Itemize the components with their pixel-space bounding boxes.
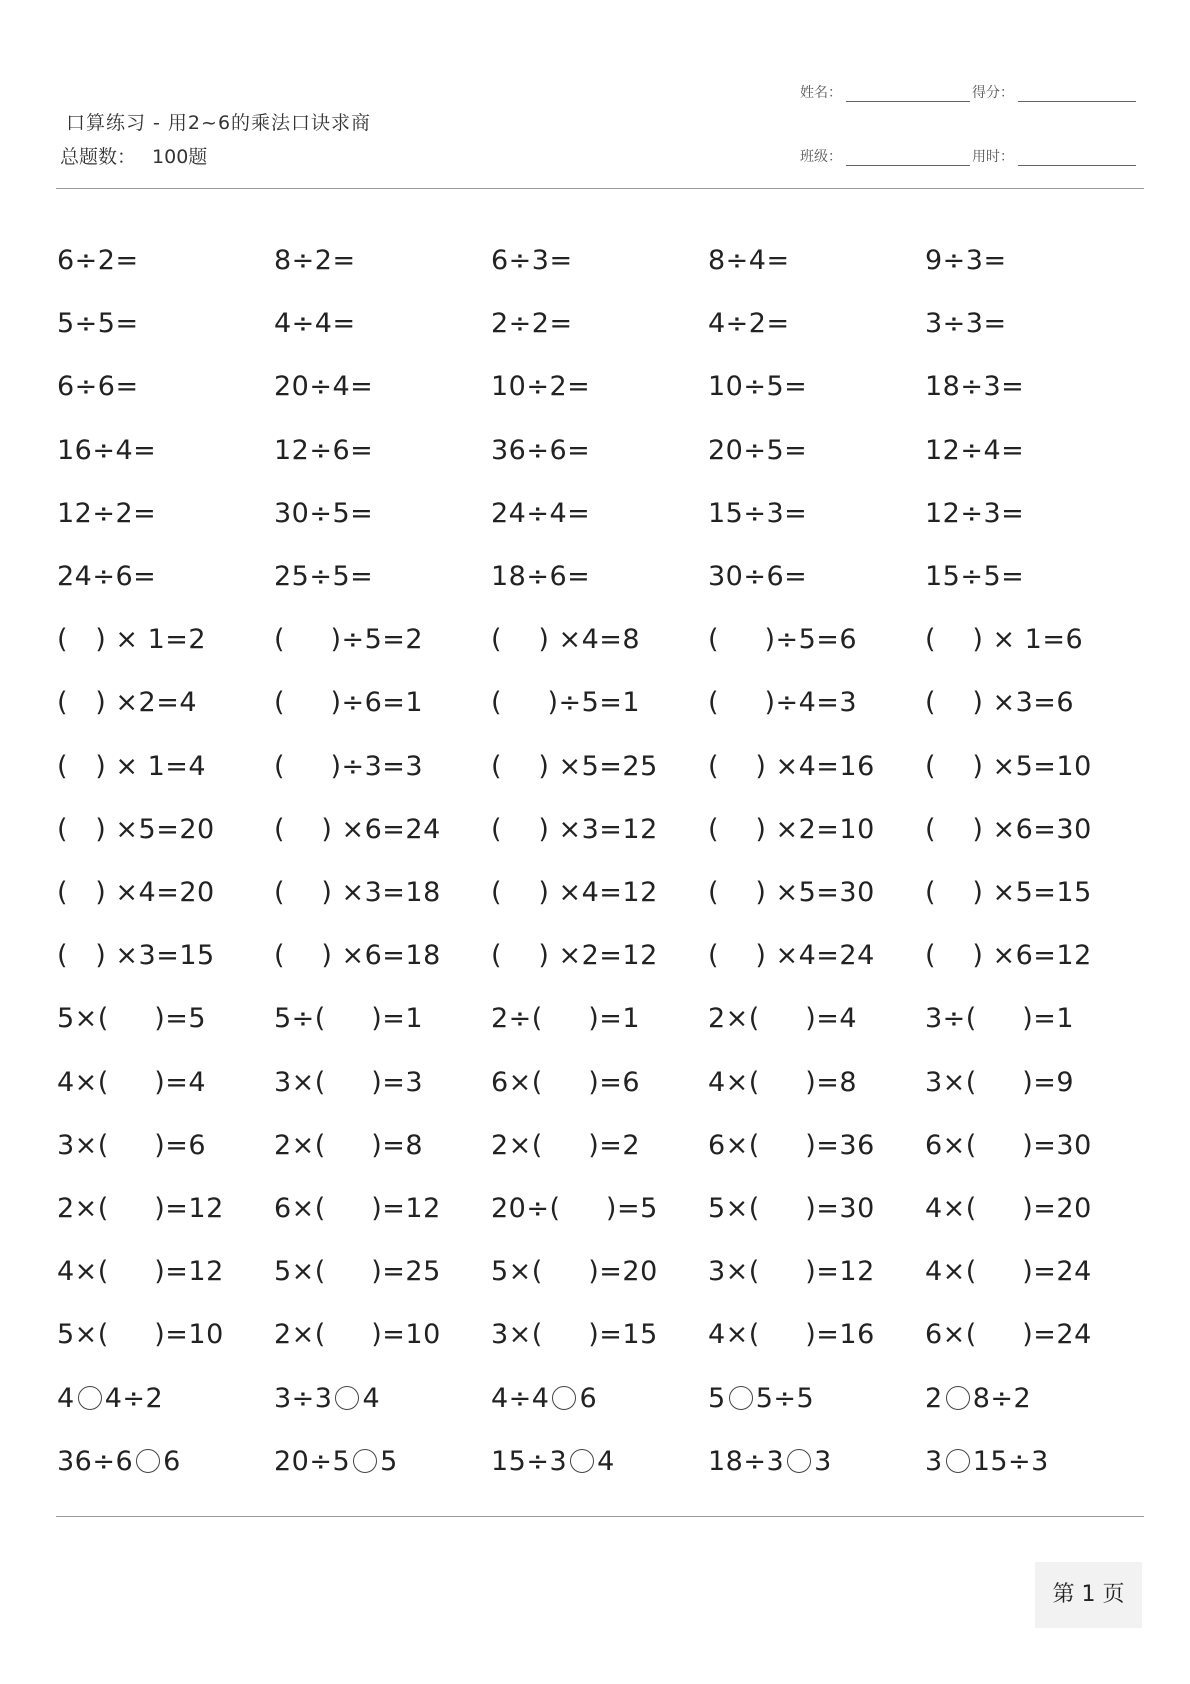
problem-item[interactable]: ( ) ×3=12 (491, 813, 658, 845)
problem-item[interactable]: 12÷2= (57, 497, 157, 529)
problem-item[interactable]: 30÷5= (274, 497, 374, 529)
problem-item[interactable]: 6×( )=6 (491, 1066, 641, 1098)
comparison-item[interactable] (491, 1379, 597, 1419)
problem-item[interactable]: ( ) ×2=12 (491, 940, 658, 972)
problem-item[interactable]: 5×( )=30 (708, 1193, 875, 1224)
problem-item[interactable]: 5×( )=25 (274, 1256, 441, 1288)
problem-item[interactable]: 3×( )=15 (491, 1319, 658, 1351)
comparison-circle-icon[interactable] (946, 1449, 970, 1473)
problem-item[interactable]: 5÷( )=1 (274, 1003, 424, 1035)
problem-item[interactable]: ( ) ×4=16 (708, 750, 875, 782)
comparison-right: 6 (163, 1445, 181, 1477)
problem-item[interactable]: 4÷2= (708, 308, 790, 340)
name-label: 姓名： (800, 85, 842, 101)
comparison-left: 4 (57, 1382, 75, 1414)
comparison-item[interactable] (274, 1442, 398, 1482)
problem-item[interactable]: 30÷6= (708, 561, 808, 592)
problem-row (57, 1189, 1157, 1229)
comparison-left: 4÷4 (491, 1382, 550, 1414)
problem-row (57, 747, 1157, 787)
problem-item[interactable]: 6×( )=30 (925, 1129, 1092, 1161)
problem-item[interactable]: 15÷5= (925, 561, 1025, 592)
comparison-right: 5÷5 (755, 1382, 815, 1414)
problem-item[interactable]: 12÷4= (925, 434, 1025, 466)
problem-row (57, 683, 1157, 723)
problem-item[interactable]: ( )÷4=3 (708, 687, 858, 719)
comparison-item[interactable] (925, 1379, 1031, 1419)
comparison-left: 3÷3 (274, 1382, 333, 1414)
comparison-right: 4÷2 (104, 1382, 164, 1414)
problem-item[interactable]: 18÷6= (491, 561, 591, 592)
problem-item[interactable]: ( )÷6=1 (274, 687, 424, 719)
problem-item[interactable]: 10÷2= (491, 371, 591, 403)
problem-item[interactable]: 2×( )=12 (57, 1193, 224, 1224)
score-label: 得分： (972, 85, 1014, 101)
total-label: 总题数： (60, 146, 137, 168)
problem-item[interactable]: 10÷5= (708, 371, 808, 403)
comparison-circle-icon[interactable] (946, 1386, 970, 1410)
comparison-left: 20÷5 (274, 1445, 351, 1477)
comparison-left: 3 (925, 1445, 943, 1477)
problem-item[interactable]: 8÷4= (708, 245, 790, 276)
problem-row (57, 241, 1157, 281)
problem-item[interactable]: 2×( )=4 (708, 1003, 858, 1035)
problem-item[interactable]: ( ) ×3=6 (925, 687, 1075, 719)
comparison-right: 4 (597, 1445, 615, 1477)
comparison-circle-icon[interactable] (136, 1449, 160, 1473)
problem-item[interactable]: 3×( )=12 (708, 1256, 875, 1288)
class-label: 班级： (800, 149, 842, 165)
problem-row (57, 873, 1157, 913)
problem-item[interactable]: 15÷3= (708, 497, 808, 529)
problem-row (57, 304, 1157, 344)
problem-item[interactable]: ( )÷5=6 (708, 624, 858, 656)
comparison-right: 8÷2 (972, 1382, 1032, 1414)
problem-item[interactable]: 2×( )=2 (491, 1129, 641, 1161)
problem-item[interactable]: 16÷4= (57, 434, 157, 466)
problem-row (57, 810, 1157, 850)
problem-item[interactable]: 4×( )=16 (708, 1319, 875, 1351)
problem-item[interactable]: 4×( )=4 (57, 1066, 207, 1098)
problem-item[interactable]: ( )÷5=1 (491, 687, 641, 719)
problem-row (57, 936, 1157, 976)
comparison-circle-icon[interactable] (729, 1386, 753, 1410)
comparison-circle-icon[interactable] (787, 1449, 811, 1473)
problem-item[interactable]: 5×( )=10 (57, 1319, 224, 1351)
problem-item[interactable]: ( ) ×5=10 (925, 750, 1092, 782)
comparison-item[interactable] (57, 1442, 181, 1482)
problem-item[interactable]: 3÷3= (925, 308, 1007, 340)
problem-item[interactable]: 24÷6= (57, 561, 157, 592)
problem-item[interactable]: 24÷4= (491, 497, 591, 529)
problem-item[interactable]: 4×( )=20 (925, 1193, 1092, 1224)
comparison-right: 6 (579, 1382, 598, 1414)
problem-item[interactable]: 4×( )=24 (925, 1256, 1092, 1288)
comparison-circle-icon[interactable] (353, 1449, 377, 1473)
problem-item[interactable]: 6×( )=12 (274, 1193, 441, 1224)
comparison-item[interactable] (491, 1442, 615, 1482)
problem-item[interactable]: 6÷6= (57, 371, 139, 403)
problem-item[interactable]: ( ) ×6=24 (274, 813, 441, 845)
problem-item[interactable]: ( ) ×6=18 (274, 940, 441, 972)
problem-item[interactable]: 25÷5= (274, 561, 374, 592)
comparison-circle-icon[interactable] (335, 1386, 359, 1410)
problem-item[interactable]: ( ) ×6=30 (925, 813, 1092, 845)
comparison-item[interactable] (57, 1379, 163, 1419)
comparison-left: 5 (708, 1382, 726, 1414)
time-label: 用时： (972, 149, 1014, 165)
footer-divider (56, 1516, 1144, 1517)
problem-item[interactable]: 4÷4= (274, 308, 356, 340)
problem-item[interactable]: 6÷3= (491, 245, 573, 276)
comparison-right: 4 (362, 1382, 381, 1414)
problem-item[interactable]: ( ) ×2=4 (57, 687, 197, 719)
problem-row (57, 494, 1157, 534)
problem-item[interactable]: ( ) × 1=4 (57, 750, 207, 782)
problem-row (57, 367, 1157, 407)
problem-row (57, 999, 1157, 1039)
problem-item[interactable]: 2÷2= (491, 308, 573, 340)
total-count: 100题 (152, 146, 208, 168)
problem-item[interactable]: 3×( )=3 (274, 1066, 424, 1098)
problem-item[interactable]: ( ) ×2=10 (708, 813, 875, 845)
problem-item[interactable]: ( ) ×4=12 (491, 877, 658, 908)
problem-item[interactable]: 18÷3= (925, 371, 1025, 403)
name-blank[interactable] (846, 87, 970, 102)
problem-row (57, 431, 1157, 471)
time-blank[interactable] (1018, 151, 1136, 166)
problem-item[interactable]: 20÷4= (274, 371, 374, 403)
problem-item[interactable]: 4×( )=12 (57, 1256, 224, 1288)
problem-item[interactable]: 2×( )=10 (274, 1319, 441, 1351)
comparison-item[interactable] (274, 1379, 380, 1419)
problem-item[interactable]: 3×( )=6 (57, 1129, 207, 1161)
comparison-left: 36÷6 (57, 1445, 134, 1477)
problem-item[interactable]: 6×( )=36 (708, 1129, 875, 1161)
problem-item[interactable]: ( ) × 1=2 (57, 624, 207, 656)
problem-item[interactable]: 6÷2= (57, 245, 139, 276)
comparison-item[interactable] (708, 1442, 832, 1482)
problem-item[interactable]: 2÷( )=1 (491, 1003, 641, 1035)
problem-item[interactable]: 5×( )=5 (57, 1003, 207, 1035)
class-blank[interactable] (846, 151, 970, 166)
problem-item[interactable]: 12÷6= (274, 434, 374, 466)
problem-row (57, 1252, 1157, 1292)
problem-item[interactable]: 20÷( )=5 (491, 1193, 658, 1224)
problem-item[interactable]: ( ) ×5=25 (491, 750, 658, 782)
score-blank[interactable] (1018, 87, 1136, 102)
problem-row (57, 557, 1157, 597)
comparison-right: 3 (814, 1445, 832, 1477)
comparison-left: 18÷3 (708, 1445, 785, 1477)
comparison-right: 5 (380, 1445, 398, 1477)
comparison-right: 15÷3 (972, 1445, 1049, 1477)
problem-item[interactable]: 9÷3= (925, 245, 1007, 276)
problem-item[interactable]: 20÷5= (708, 434, 808, 466)
problem-item[interactable]: ( )÷5=2 (274, 624, 424, 656)
problem-item[interactable]: 5÷5= (57, 308, 139, 340)
comparison-circle-icon[interactable] (78, 1386, 102, 1410)
comparison-circle-icon[interactable] (552, 1386, 576, 1410)
problem-row (57, 1126, 1157, 1166)
problem-item[interactable]: ( ) ×5=15 (925, 877, 1092, 908)
problem-item[interactable]: ( ) × 1=6 (925, 624, 1084, 656)
problem-row (57, 1315, 1157, 1355)
problem-item[interactable]: 5×( )=20 (491, 1256, 658, 1288)
problem-item[interactable]: ( ) ×5=20 (57, 813, 215, 845)
problem-item[interactable]: 36÷6= (491, 434, 591, 466)
problem-row (57, 1442, 1157, 1482)
comparison-item[interactable] (925, 1442, 1049, 1482)
problem-row (57, 620, 1157, 660)
header-divider (56, 188, 1144, 189)
name-score-line (800, 82, 1136, 102)
worksheet-title: 口算练习 - 用2~6的乘法口诀求商 (66, 112, 372, 134)
problem-item[interactable]: ( ) ×4=8 (491, 624, 641, 656)
problem-item[interactable]: 12÷3= (925, 497, 1025, 529)
problem-item[interactable]: 8÷2= (274, 245, 356, 276)
total-count-line (60, 142, 207, 169)
comparison-circle-icon[interactable] (570, 1449, 594, 1473)
problem-item[interactable]: 3÷( )=1 (925, 1003, 1075, 1035)
problem-item[interactable]: ( ) ×5=30 (708, 877, 875, 908)
problem-item[interactable]: 3×( )=9 (925, 1066, 1075, 1098)
problem-item[interactable]: 6×( )=24 (925, 1319, 1092, 1351)
problem-item[interactable]: ( ) ×3=18 (274, 877, 441, 908)
comparison-left: 2 (925, 1382, 943, 1414)
problem-row (57, 1063, 1157, 1103)
problem-item[interactable]: ( ) ×6=12 (925, 940, 1092, 972)
problem-row (57, 1379, 1157, 1419)
comparison-item[interactable] (708, 1379, 814, 1419)
problem-item[interactable]: ( ) ×4=24 (708, 940, 875, 972)
problem-item[interactable]: ( ) ×4=20 (57, 877, 215, 908)
problem-item[interactable]: 4×( )=8 (708, 1066, 858, 1098)
page-number: 第 1 页 (1035, 1562, 1142, 1628)
problem-item[interactable]: ( )÷3=3 (274, 750, 424, 782)
problem-item[interactable]: 2×( )=8 (274, 1129, 424, 1161)
class-time-line (800, 146, 1136, 166)
comparison-left: 15÷3 (491, 1445, 568, 1477)
problem-item[interactable]: ( ) ×3=15 (57, 940, 215, 972)
